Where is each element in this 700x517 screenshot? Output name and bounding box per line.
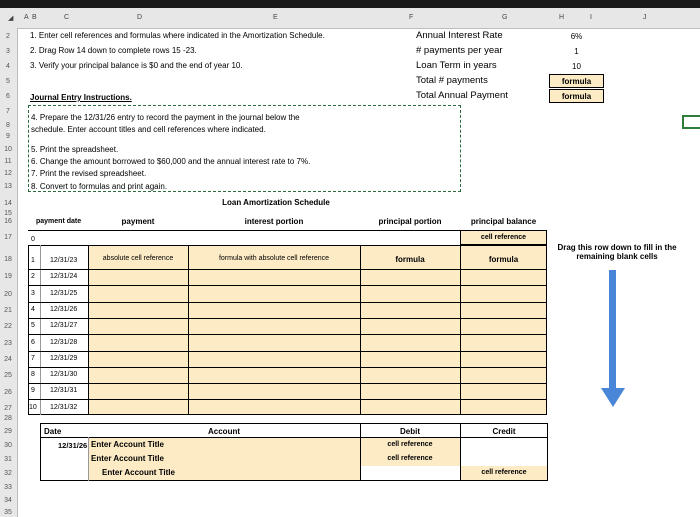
row-header[interactable]: 14 bbox=[4, 200, 12, 207]
row-header[interactable]: 11 bbox=[4, 158, 12, 165]
period-number: 5 bbox=[31, 322, 35, 329]
journal-account-title-3[interactable]: Enter Account Title bbox=[102, 468, 175, 477]
row-header[interactable]: 26 bbox=[4, 389, 12, 396]
row-header[interactable]: 4 bbox=[6, 63, 10, 70]
row-header[interactable]: 22 bbox=[4, 323, 12, 330]
column-header-f[interactable]: F bbox=[409, 14, 414, 21]
row-header[interactable]: 6 bbox=[6, 93, 10, 100]
row-header[interactable]: 12 bbox=[4, 170, 12, 177]
journal-debit-1[interactable]: cell reference bbox=[387, 441, 433, 448]
period-number: 8 bbox=[31, 371, 35, 378]
period-number: 4 bbox=[31, 306, 35, 313]
balance-formula-cell[interactable]: formula bbox=[488, 255, 519, 264]
period-date: 12/31/26 bbox=[50, 306, 78, 313]
payment-formula-cell[interactable]: absolute cell reference bbox=[102, 255, 174, 262]
column-header-b[interactable]: B bbox=[32, 14, 37, 21]
row-header[interactable]: 33 bbox=[4, 484, 12, 491]
column-header-j[interactable]: J bbox=[643, 14, 647, 21]
payments-per-year-value[interactable]: 1 bbox=[574, 47, 579, 56]
schedule-body-border bbox=[28, 245, 547, 415]
period-number: 10 bbox=[29, 404, 37, 411]
row-header[interactable]: 34 bbox=[4, 497, 12, 504]
select-all-triangle[interactable]: ◢ bbox=[8, 15, 14, 22]
row-header[interactable]: 18 bbox=[4, 256, 12, 263]
row-header[interactable]: 32 bbox=[4, 470, 12, 477]
journal-entry-date[interactable]: 12/31/26 bbox=[58, 441, 88, 450]
period-number: 7 bbox=[31, 355, 35, 362]
journal-step-6: 6. Change the amount borrowed to $60,000 and the annual interest rate to 7%. bbox=[31, 157, 311, 166]
journal-account-title-2[interactable]: Enter Account Title bbox=[91, 454, 164, 463]
period-number: 2 bbox=[31, 273, 35, 280]
journal-header-debit: Debit bbox=[400, 427, 420, 436]
row-header[interactable]: 29 bbox=[4, 428, 12, 435]
total-payments-label: Total # payments bbox=[416, 75, 488, 86]
schedule-title: Loan Amortization Schedule bbox=[222, 198, 330, 207]
rate-value[interactable]: 6% bbox=[570, 32, 583, 41]
payments-per-year-label: # payments per year bbox=[416, 45, 503, 56]
schedule-header-row bbox=[28, 212, 547, 231]
period-date: 12/31/31 bbox=[50, 387, 78, 394]
period-number: 9 bbox=[31, 387, 35, 394]
period-number: 6 bbox=[31, 339, 35, 346]
row-header[interactable]: 23 bbox=[4, 340, 12, 347]
row-header[interactable]: 19 bbox=[4, 273, 12, 280]
period-date: 12/31/30 bbox=[50, 371, 78, 378]
period-date: 12/31/23 bbox=[50, 257, 78, 264]
row-header[interactable]: 13 bbox=[4, 183, 12, 190]
period-date: 12/31/32 bbox=[50, 404, 78, 411]
period-date: 12/31/27 bbox=[50, 322, 78, 329]
row-header[interactable]: 21 bbox=[4, 307, 12, 314]
journal-step-7: 7. Print the revised spreadsheet. bbox=[31, 169, 147, 178]
row-header[interactable]: 30 bbox=[4, 442, 12, 449]
annual-payment-label: Total Annual Payment bbox=[416, 90, 508, 101]
row-zero-number: 0 bbox=[31, 236, 35, 243]
journal-header-credit: Credit bbox=[492, 427, 516, 436]
row-header[interactable]: 5 bbox=[6, 78, 10, 85]
header-payment: payment bbox=[121, 217, 155, 226]
header-principal: principal portion bbox=[378, 217, 442, 226]
journal-header-date: Date bbox=[44, 427, 62, 436]
header-payment-date: payment date bbox=[36, 218, 82, 225]
loan-term-value[interactable]: 10 bbox=[572, 62, 581, 71]
selected-cell-outline[interactable] bbox=[682, 115, 700, 129]
journal-step-8: 8. Convert to formulas and print again. bbox=[31, 182, 168, 191]
row-header[interactable]: 2 bbox=[6, 33, 10, 40]
period-date: 12/31/28 bbox=[50, 339, 78, 346]
row-header[interactable]: 9 bbox=[6, 133, 10, 140]
column-header-g[interactable]: G bbox=[502, 14, 508, 21]
window-top-bar bbox=[0, 0, 700, 8]
row-header[interactable]: 17 bbox=[4, 234, 12, 241]
row-header[interactable]: 20 bbox=[4, 291, 12, 298]
period-date: 12/31/25 bbox=[50, 290, 78, 297]
row-header[interactable]: 10 bbox=[4, 146, 12, 153]
row-header[interactable]: 35 bbox=[4, 509, 12, 516]
row-header[interactable]: 28 bbox=[4, 415, 12, 422]
column-header-e[interactable]: E bbox=[273, 14, 278, 21]
period-date: 12/31/24 bbox=[50, 273, 78, 280]
row-header[interactable]: 31 bbox=[4, 456, 12, 463]
instruction-1: 1. Enter cell references and formulas where indicated in the Amortization Schedule. bbox=[30, 31, 325, 40]
journal-credit-1[interactable]: cell reference bbox=[481, 469, 527, 476]
loan-term-label: Loan Term in years bbox=[416, 60, 497, 71]
starting-balance-cell[interactable]: cell reference bbox=[460, 230, 547, 245]
journal-debit-2[interactable]: cell reference bbox=[387, 455, 433, 462]
annual-payment-cell[interactable]: formula bbox=[549, 89, 604, 103]
column-header-d[interactable]: D bbox=[137, 14, 143, 21]
period-number: 3 bbox=[31, 290, 35, 297]
row-header[interactable]: 7 bbox=[6, 108, 10, 115]
journal-header-account: Account bbox=[208, 427, 240, 436]
journal-step-5: 5. Print the spreadsheet. bbox=[31, 145, 119, 154]
column-header-i[interactable]: I bbox=[590, 14, 592, 21]
journal-step-4: 4. Prepare the 12/31/26 entry to record the payment in the journal below the bbox=[31, 113, 300, 122]
row-header-bar bbox=[0, 28, 18, 517]
row-header[interactable]: 3 bbox=[6, 48, 10, 55]
header-interest: interest portion bbox=[244, 217, 304, 226]
rate-label: Annual Interest Rate bbox=[416, 30, 503, 41]
journal-instructions-heading: Journal Entry Instructions. bbox=[30, 93, 132, 102]
drag-note: Drag this row down to fill in the remaining blank cells bbox=[557, 243, 677, 261]
row-header[interactable]: 15 bbox=[4, 210, 12, 217]
column-header-a[interactable]: A bbox=[24, 14, 29, 21]
instruction-3: 3. Verify your principal balance is $0 and the end of year 10. bbox=[30, 61, 243, 70]
arrow-down-icon bbox=[600, 270, 626, 408]
journal-account-title-1[interactable]: Enter Account Title bbox=[91, 440, 164, 449]
row-header[interactable]: 24 bbox=[4, 356, 12, 363]
journal-step-4-cont: schedule. Enter account titles and cell references where indicated. bbox=[31, 125, 266, 134]
interest-formula-cell[interactable]: formula with absolute cell reference bbox=[218, 255, 330, 262]
column-header-h[interactable]: H bbox=[559, 14, 565, 21]
row-header[interactable]: 25 bbox=[4, 372, 12, 379]
column-header-bar bbox=[0, 8, 700, 29]
principal-formula-cell[interactable]: formula bbox=[395, 255, 425, 264]
period-number: 1 bbox=[31, 257, 35, 264]
row-header[interactable]: 27 bbox=[4, 405, 12, 412]
row-header[interactable]: 16 bbox=[4, 218, 12, 225]
header-balance: principal balance bbox=[470, 217, 537, 226]
period-date: 12/31/29 bbox=[50, 355, 78, 362]
total-payments-cell[interactable]: formula bbox=[549, 74, 604, 88]
row-header[interactable]: 8 bbox=[6, 122, 10, 129]
instruction-2: 2. Drag Row 14 down to complete rows 15 -23. bbox=[30, 46, 197, 55]
column-header-c[interactable]: C bbox=[64, 14, 70, 21]
